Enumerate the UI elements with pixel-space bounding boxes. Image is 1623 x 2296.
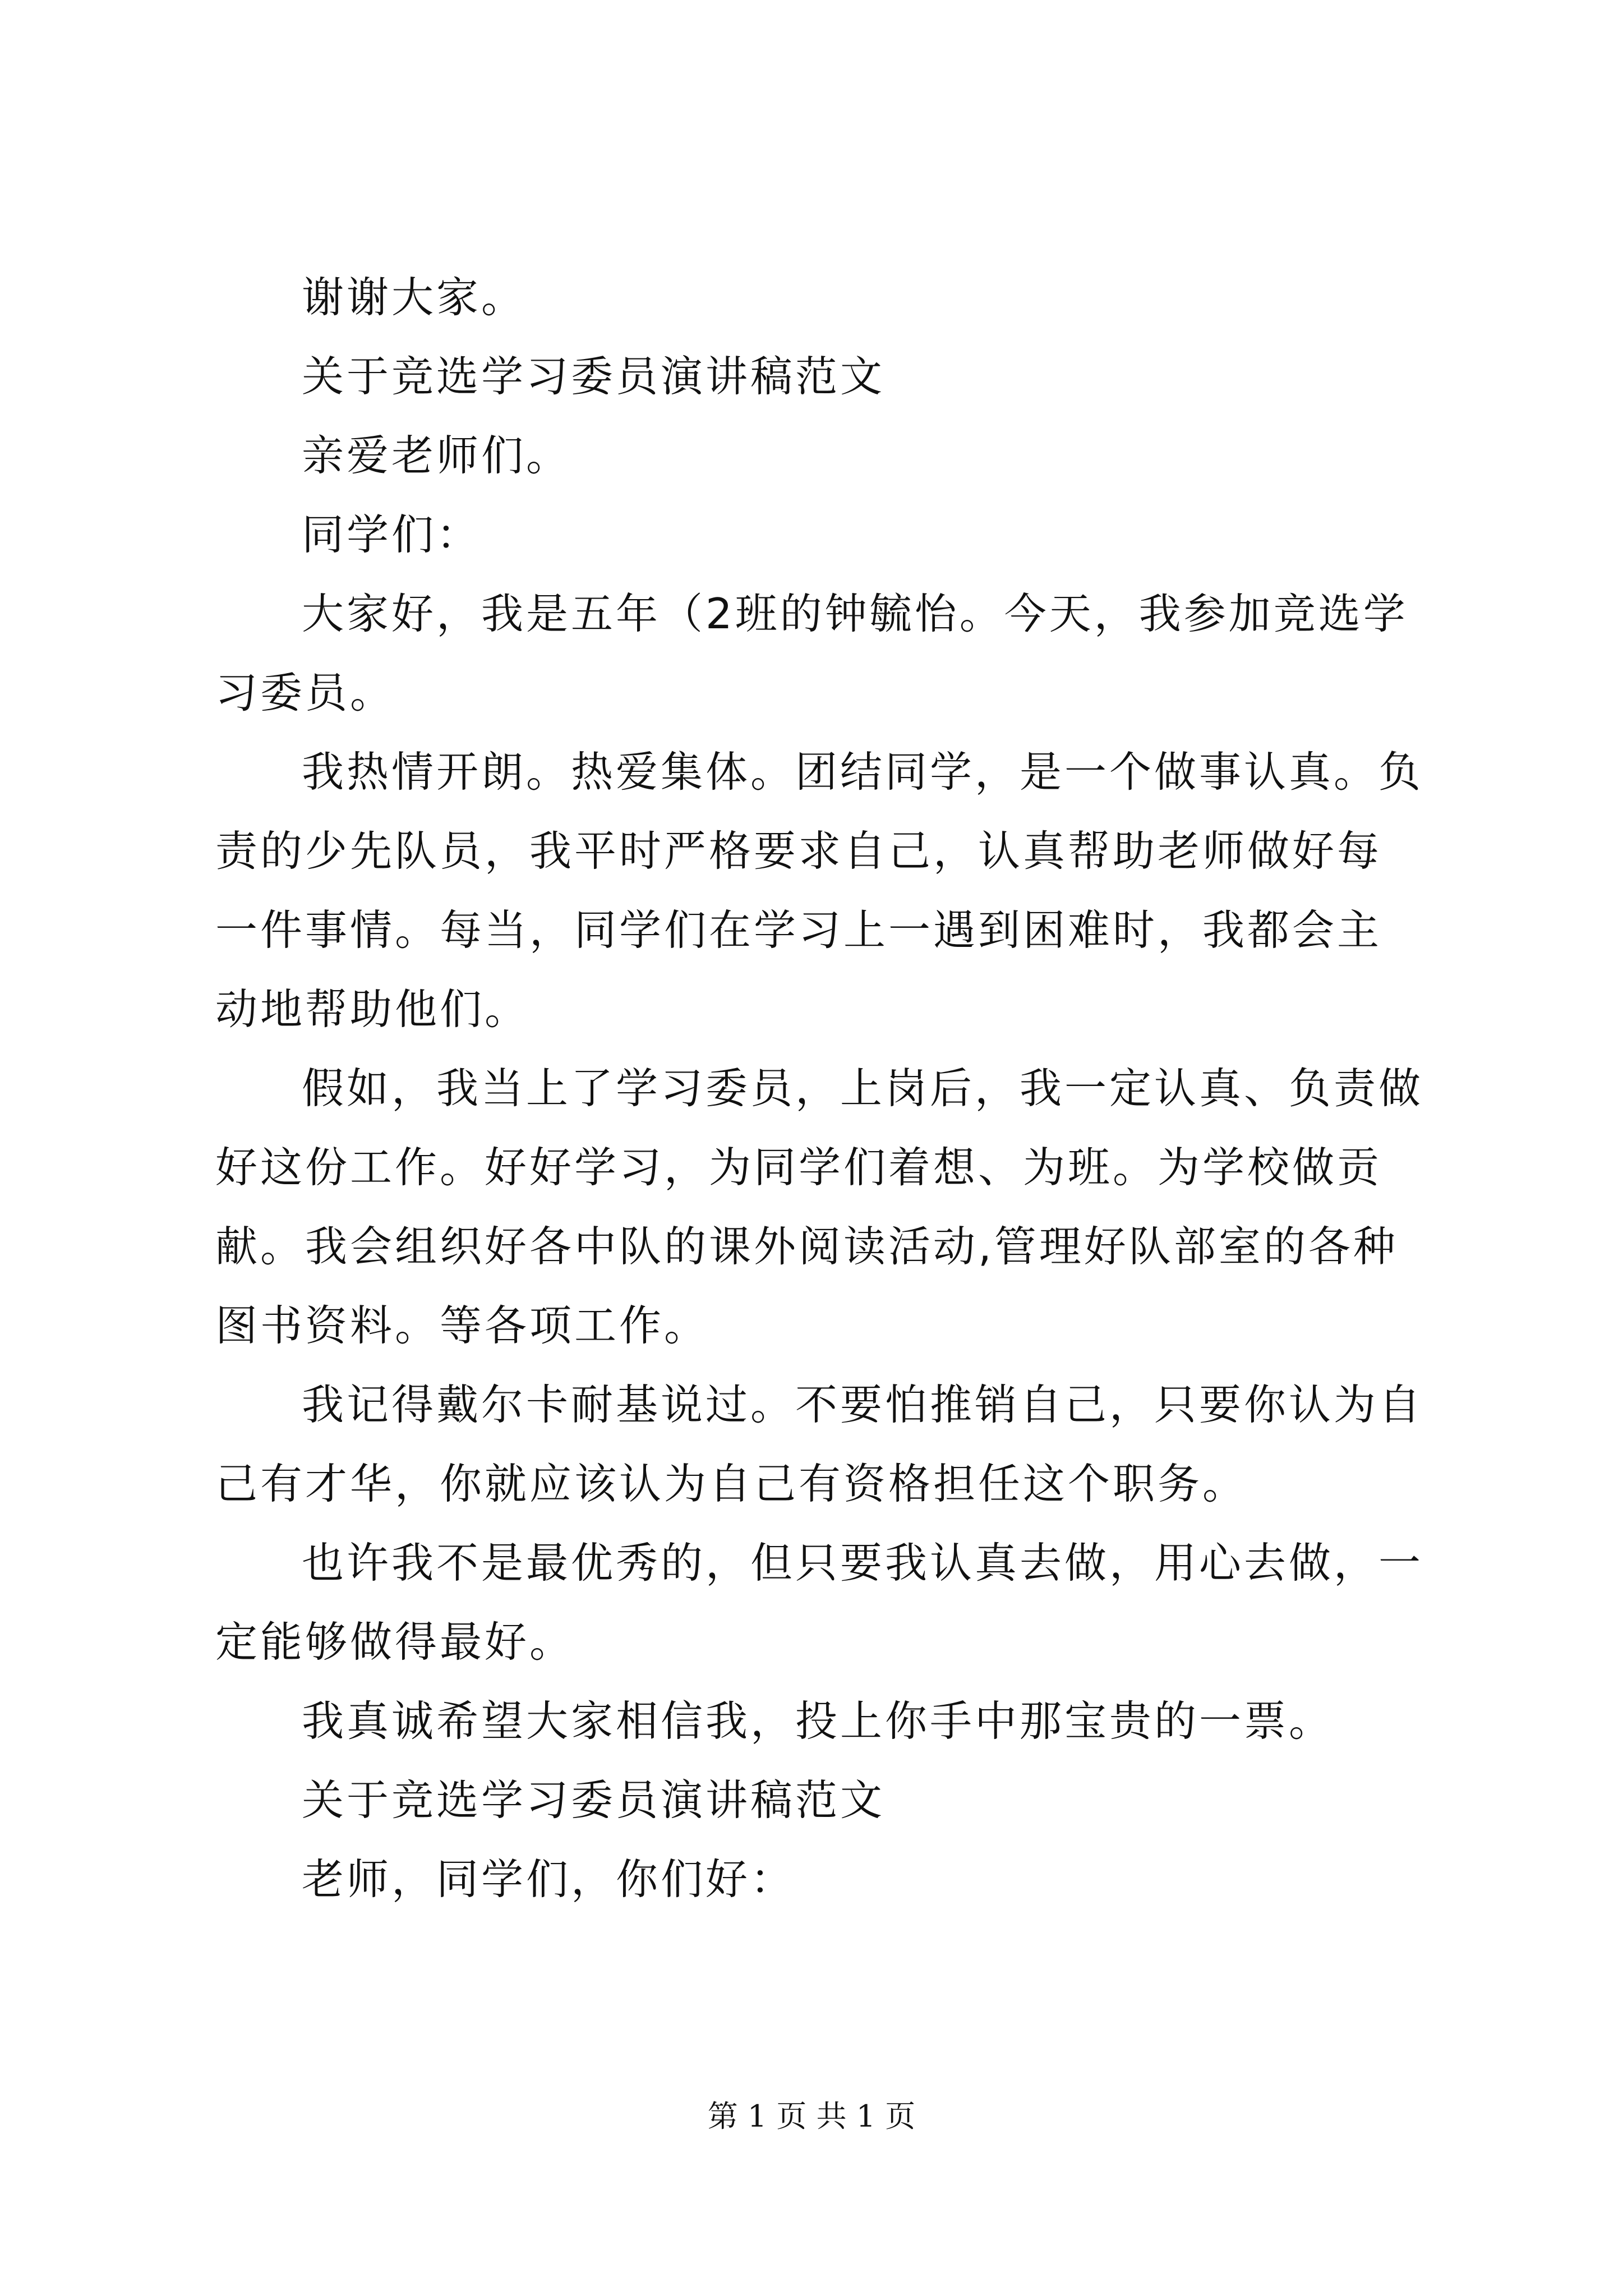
paragraph-closing-thanks: 谢谢大家。 bbox=[302, 273, 527, 322]
paragraph-greeting-classmates: 同学们： bbox=[302, 510, 482, 559]
paragraph-vote-request: 我真诚希望大家相信我，投上你手中那宝贵的一票。 bbox=[302, 1696, 1334, 1746]
paragraph-plans: 假如，我当上了学习委员，上岗后，我一定认真、负责做好这份工作。好好学习，为同学们着想、为班。为学校做贡献。我会组织好各中队的课外阅读活动,管理好队部室的各种图书资料。等各项工作。 bbox=[215, 1064, 1424, 1350]
paragraph-greeting-teachers: 亲爱老师们。 bbox=[302, 431, 571, 480]
paragraph-section-title-1: 关于竞选学习委员演讲稿范文 bbox=[302, 352, 886, 401]
paragraph-greeting-2: 老师，同学们，你们好： bbox=[302, 1855, 796, 1904]
paragraph-quote: 我记得戴尔卡耐基说过。不要怕推销自己，只要你认为自己有才华，你就应该认为自己有资格担任这个职务。 bbox=[215, 1380, 1424, 1508]
paragraph-commitment: 也许我不是最优秀的，但只要我认真去做，用心去做，一定能够做得最好。 bbox=[215, 1538, 1424, 1667]
paragraph-section-title-2: 关于竞选学习委员演讲稿范文 bbox=[302, 1775, 886, 1825]
document-body bbox=[215, 258, 1424, 1919]
paragraph-introduction: 大家好，我是五年（2班的钟毓怡。今天，我参加竞选学习委员。 bbox=[215, 589, 1408, 717]
paragraph-self-description: 我热情开朗。热爱集体。团结同学，是一个做事认真。负责的少先队员，我平时严格要求自己，认真帮助老师做好每一件事情。每当，同学们在学习上一遇到困难时，我都会主动地帮助他们。 bbox=[215, 747, 1424, 1034]
page-footer: 第 1 页 共 1 页 bbox=[707, 2099, 916, 2134]
